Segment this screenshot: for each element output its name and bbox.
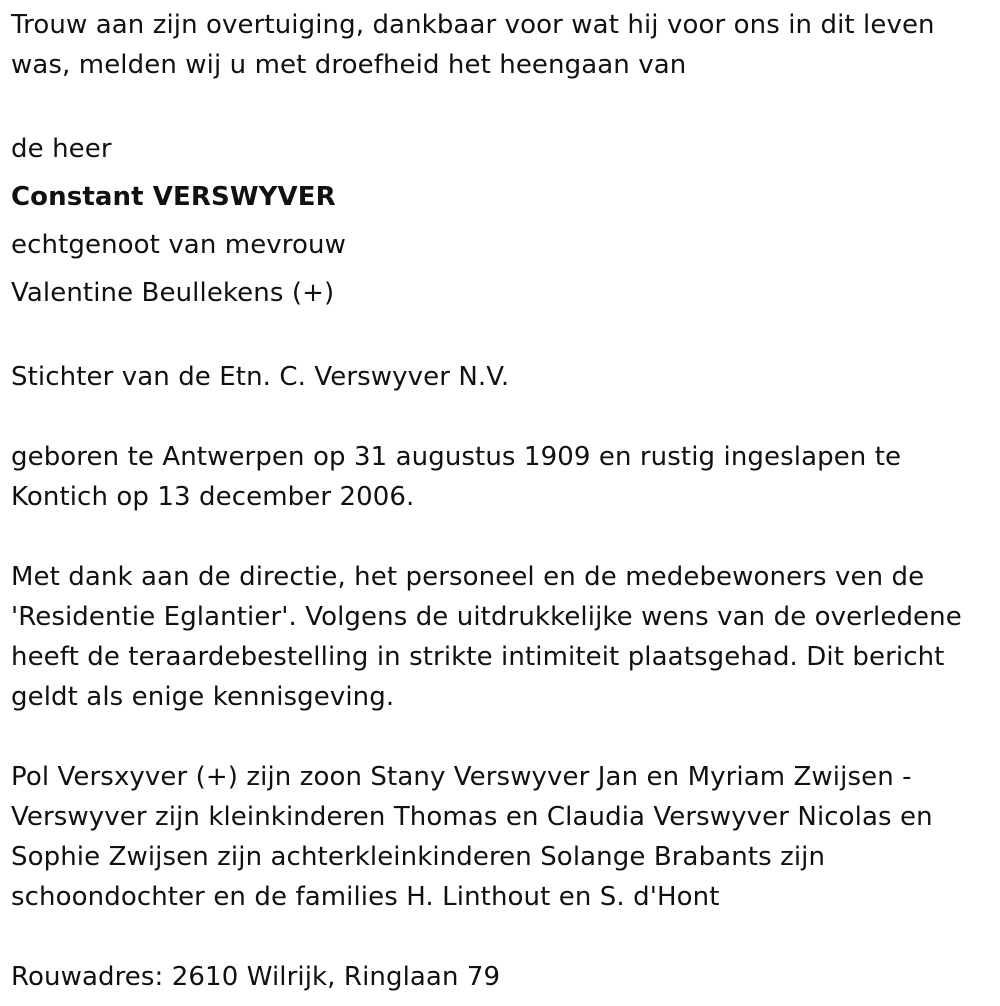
family-paragraph: Pol Versxyver (+) zijn zoon Stany Verswyver Jan en Myriam Zwijsen - Verswyver zijn kleinkinderen Thomas en Claudia Verswyver Nicolas en Sophie Zwijsen zijn achterkleinkinderen Solange Brabants zijn schoondochter en de families H. Linthout en S. d'Hont [11,762,933,912]
thanks-paragraph: Met dank aan de directie, het personeel en de medebewoners ven de 'Residentie Eglantier'. Volgens de uitdrukkelijke wens van de overledene heeft de teraardebestelling in strikte intimiteit plaatsgehad. Dit bericht geldt als enige kennisgeving. [11,562,962,712]
spacer [11,717,986,757]
spouse-name: Valentine Beullekens (+) [11,278,335,308]
title-line: de heer [11,134,112,164]
spacer [11,517,986,557]
birth-death-paragraph: geboren te Antwerpen op 31 augustus 1909 en rustig ingeslapen te Kontich op 13 december 2006. [11,442,902,512]
intro-paragraph: Trouw aan zijn overtuiging, dankbaar voor wat hij voor ons in dit leven was, melden wij u met droefheid het heengaan van [11,10,935,80]
spacer [11,317,986,357]
spacer [11,85,986,125]
spacer [11,917,986,957]
deceased-block [11,125,986,317]
address-line: Rouwadres: 2610 Wilrijk, Ringlaan 79 [11,962,501,992]
founder-line: Stichter van de Etn. C. Verswyver N.V. [11,362,510,392]
spouse-label: echtgenoot van mevrouw [11,230,346,260]
obituary-notice [11,5,986,997]
spacer [11,397,986,437]
deceased-name: Constant VERSWYVER [11,182,336,212]
